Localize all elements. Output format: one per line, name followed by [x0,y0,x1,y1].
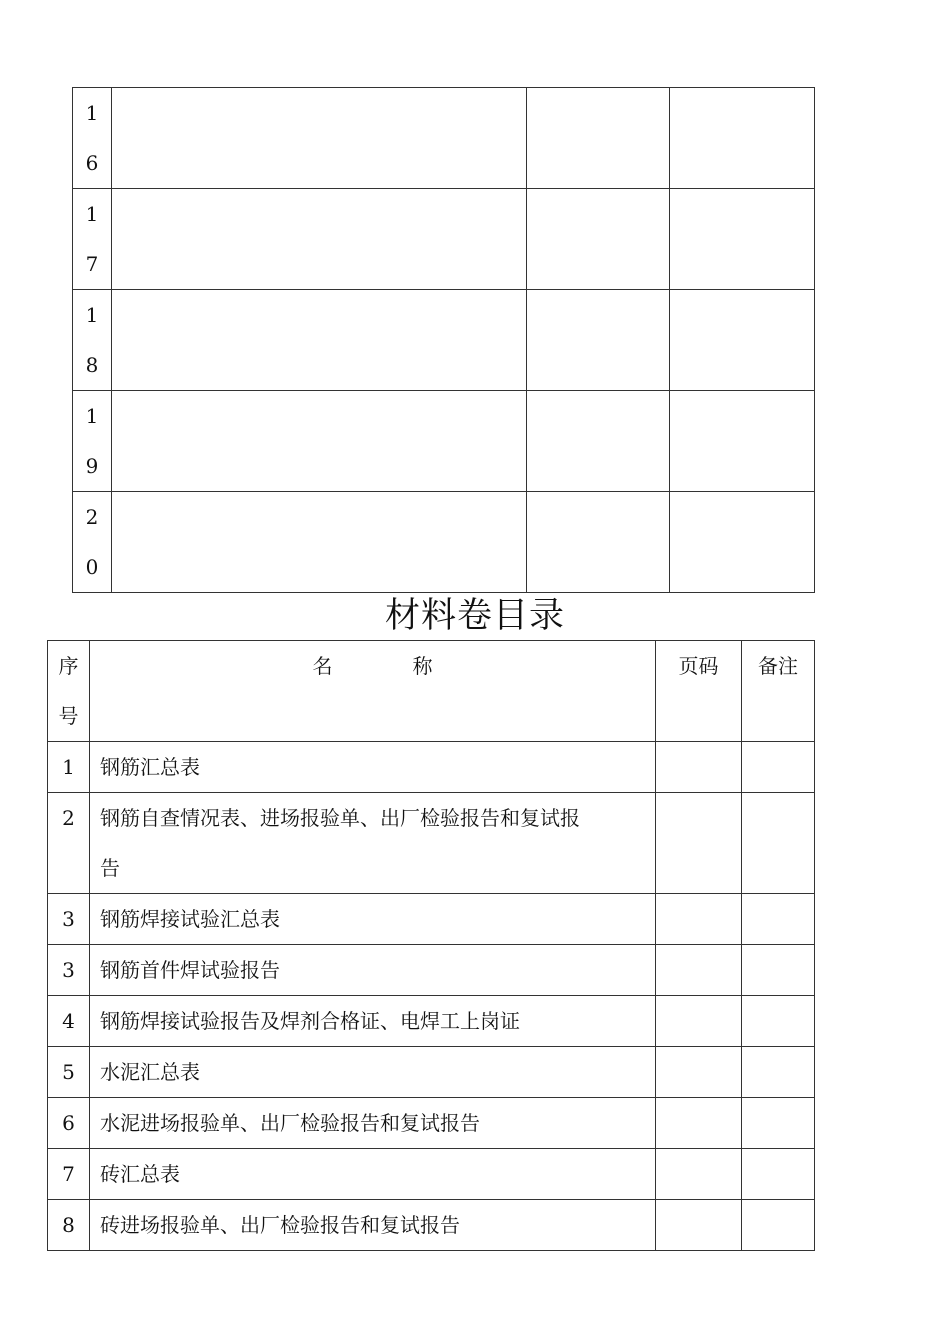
seq-header: 序 号 [48,641,90,742]
seq-cell: 6 [48,1098,90,1149]
page-cell [527,391,670,492]
table-row [48,1200,815,1251]
page-cell [527,492,670,593]
row-number: 1 7 [73,189,112,290]
seq-cell: 5 [48,1047,90,1098]
page-cell [656,793,742,894]
seq-cell: 3 [48,945,90,996]
table-row [48,894,815,945]
table-row [48,945,815,996]
row-number: 1 9 [73,391,112,492]
name-cell: 钢筋首件焊试验报告 [90,945,656,996]
remark-cell [670,88,815,189]
table-row [73,189,815,290]
page-cell [656,1098,742,1149]
seq-cell: 1 [48,742,90,793]
name-cell [112,189,527,290]
remark-cell [742,996,815,1047]
row-number: 2 0 [73,492,112,593]
page-title: 材料卷目录 [384,596,565,636]
continued-table [72,87,815,593]
table-row [73,290,815,391]
header-row [48,641,815,742]
remark-cell [670,290,815,391]
remark-cell [742,945,815,996]
table-row [48,1098,815,1149]
name-cell: 水泥汇总表 [90,1047,656,1098]
remark-cell [742,894,815,945]
row-number: 1 8 [73,290,112,391]
row-number: 1 6 [73,88,112,189]
remark-cell [670,391,815,492]
remark-cell [742,1149,815,1200]
page-cell [656,1149,742,1200]
page-cell [656,894,742,945]
page-cell [656,996,742,1047]
page-cell [656,742,742,793]
name-cell [112,290,527,391]
remark-cell [670,189,815,290]
name-cell: 钢筋汇总表 [90,742,656,793]
name-cell: 钢筋自查情况表、进场报验单、出厂检验报告和复试报 告 [90,793,656,894]
page-cell [527,88,670,189]
seq-cell: 4 [48,996,90,1047]
table-row [48,793,815,894]
table-row [48,742,815,793]
page-cell [527,189,670,290]
table-row [48,1047,815,1098]
table-row [48,996,815,1047]
remark-header: 备注 [742,641,815,742]
seq-cell: 8 [48,1200,90,1251]
page-cell [527,290,670,391]
page-cell [656,1200,742,1251]
name-cell [112,391,527,492]
remark-cell [742,793,815,894]
seq-cell: 7 [48,1149,90,1200]
name-header: 名 称 [90,641,656,742]
seq-cell: 2 [48,793,90,894]
name-cell: 钢筋焊接试验汇总表 [90,894,656,945]
remark-cell [742,1098,815,1149]
name-cell [112,492,527,593]
table-row [73,492,815,593]
name-cell [112,88,527,189]
table-row [73,88,815,189]
name-cell: 砖汇总表 [90,1149,656,1200]
table-row [48,1149,815,1200]
name-cell: 砖进场报验单、出厂检验报告和复试报告 [90,1200,656,1251]
page-header: 页码 [656,641,742,742]
remark-cell [742,742,815,793]
remark-cell [742,1047,815,1098]
remark-cell [742,1200,815,1251]
seq-cell: 3 [48,894,90,945]
page-cell [656,945,742,996]
name-cell: 钢筋焊接试验报告及焊剂合格证、电焊工上岗证 [90,996,656,1047]
remark-cell [670,492,815,593]
page-cell [656,1047,742,1098]
name-cell: 水泥进场报验单、出厂检验报告和复试报告 [90,1098,656,1149]
material-catalogue-table [47,640,815,1251]
table-row [73,391,815,492]
